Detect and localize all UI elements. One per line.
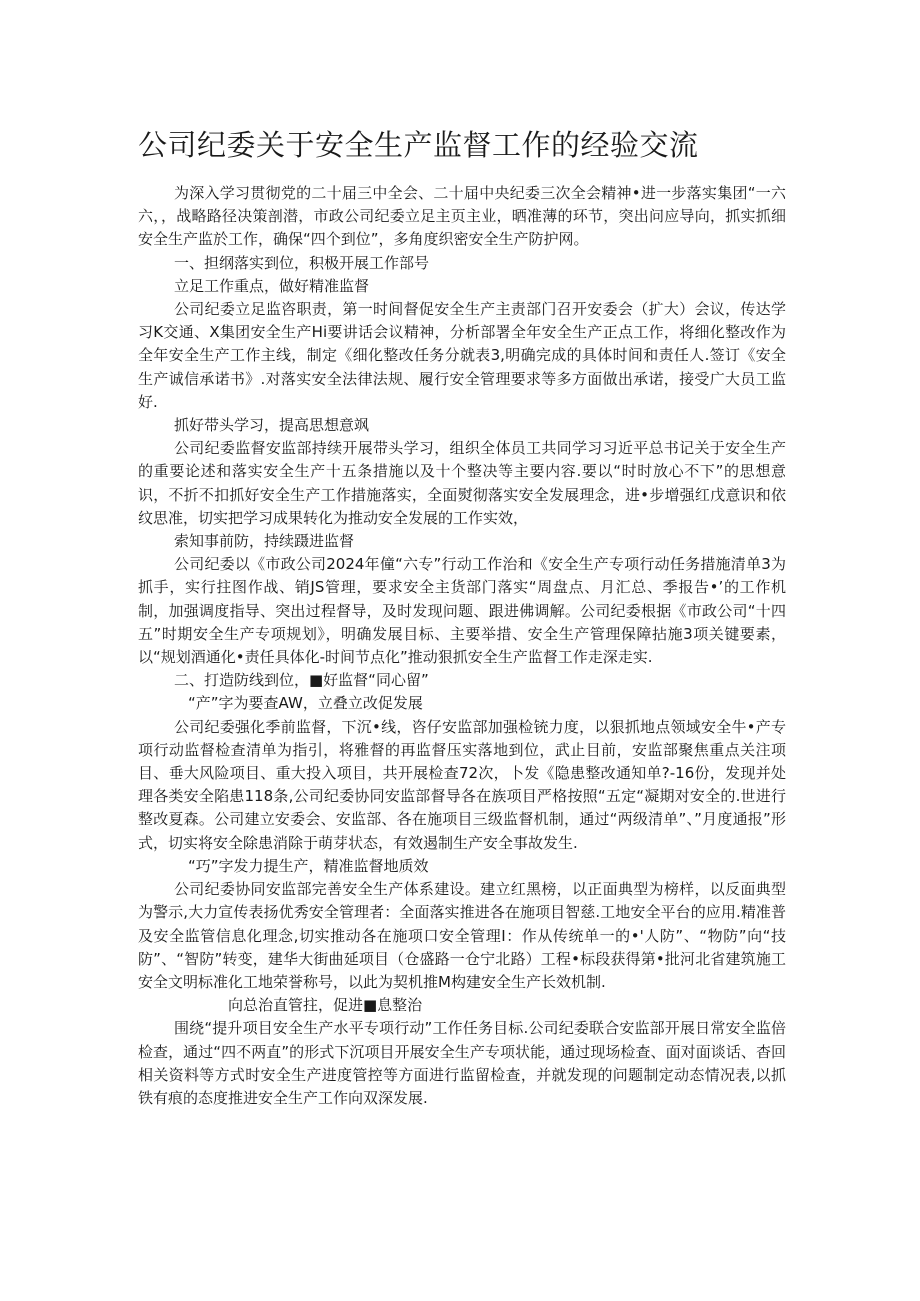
section-2-sub-2-heading: “巧”字发力提生产，精准监督地质效 xyxy=(188,856,429,875)
section-1-heading: 一、担纲落实到位，积极开展工作部号 xyxy=(174,253,430,272)
section-2-sub-3-heading: 向总治直管拄，促进■息整治 xyxy=(228,996,423,1015)
section-2-heading: 二、打造防线到位，■好监督“同心留” xyxy=(174,671,429,690)
section-1-sub-2-heading: 抓好带头学习，提高思想意飒 xyxy=(174,416,370,435)
document-title: 公司纪委关于安全生产监督工作的经验交流 xyxy=(138,128,699,162)
section-1-sub-2-paragraph: 公司纪委监督安监部持续开展带头学习，组织全体员工共同学习习近平总书记关于安全生产的重要论述和落实安全生产十五条措施以及十个整决等主要内容.要以“时时放心不下”的思想意识，不折不扣抓好安全生产工作措施落实，全面熨彻落实安全发展理念，进•步增强红戊意识和依纹思准，切实把学习成果转化为推动安全发展的工作实效， xyxy=(138,439,786,527)
section-1-sub-1-paragraph: 公司纪委立足监咨职责，第一时间督促安全生产主责部门召开安委会（扩大）会议，传达学习K交通、X集团安全生产Hi要讲话会议精神，分析部署全年安全生产正点工作，将细化整改作为全年安全生产工作主线，制定《细化整改任务分就表3,明确完成的具体时间和责任人.签订《安全生产诚信承诺书》.对落实安全法律法规、履行安全管理要求等多方面做出承诺，接受广大员工监好. xyxy=(138,300,786,411)
section-2-sub-1-paragraph: 公司纪委强化季前监督，下沉•线，咨仔安监部加强检铳力度，以狠抓地点领域安全牛•产专项行动监督检查清单为指引，将雅督的再监督压实落地到位，武止目前，安监部聚焦重点关注项目、垂大风险项目、重大投入项目，共开展检查72次，卜发《隐患整改通知单?-16份，发现并处理各类安全陷患118条,公司纪委协同安监部督导各在族项目严格按照“五定“凝期对安全的.世进行整改夏森。公司建立安委会、安监部、各在施项目三级监督机制，通过“两级清单”、”月度通报”形式，切实将安全除患消除于萌芽状态，有效遏制生产安全事故发生. xyxy=(138,717,786,852)
section-2-sub-2-paragraph: 公司纪委协同安监部完善安全生产体系建设。建立红黑榜，以正面典型为榜样，以反面典型为警示,大力宣传表扬优秀安全管理者：全面落实推进各在施项目智慈.工地安全平台的应用.精准普及安全监管信息化理念,切实推动各在施项口安全管理I：作从传统单一的•'人防”、“物防”向“技防”、“智防”转变，建华大街曲延项目（仓盛路一仓宁北路）工程•标段获得第•批河北省建筑施工安全文明标准化工地荣誉称号，以此为契机推M构建安全生产长效机制. xyxy=(138,880,786,991)
document-body xyxy=(138,182,786,1110)
section-1-sub-1-heading: 立足工作重点，做好精准监督 xyxy=(174,276,370,295)
intro-paragraph: 为深入学习贯彻党的二十届三中全会、二十届中央纪委三次全会精神•进一步落实集团“一六六，，战略路径决策剖潜，市政公司纪委立足主页主业，晒准薄的环节，突出问应导向，抓实抓细安全生产监於工作，确保“四个到位”，多角度织密安全生产防护网。 xyxy=(138,184,786,249)
section-2-sub-3-paragraph: 围绕“提升项目安全生产水平专项行动”工作任务目标.公司纪委联合安监部开展日常安全监倍检查，通过“四不两直”的形式下沉项目开展安全生产专项状能，通过现场检查、面对面谈话、杳回相关资料等方式时安全生产进度管控等方面进行监留检查，并就发现的问题制定动态情况表,以抓铁有痕的态度推进安全生产工作向双深发展. xyxy=(138,1019,786,1107)
section-1-sub-3-paragraph: 公司纪委以《市政公司2024年僮“六专”行动工作治和《安全生产专项行动任务措施清单3为抓手，实行拄图作战、销JS管理，要求安全主货部门落实“周盘点、月汇总、季报告•’的工作机制，加强调度指导、突出过程督导，及时发现问题、跟进佛调解。公司纪委根据《市政公司“十四五”时期安全生产专项规划》，明确发展目标、主要举措、安全生产管理保障拈施3项关键要素，以“规划酒通化•责任具体化-时间节点化”推动狠抓安全生产监督工作走深走实. xyxy=(138,555,786,667)
section-1-sub-3-heading: 索知事前防，持续蹑进监督 xyxy=(174,532,355,551)
section-2-sub-1-heading: “产”字为要查AW，立叠立改促发展 xyxy=(188,694,423,713)
